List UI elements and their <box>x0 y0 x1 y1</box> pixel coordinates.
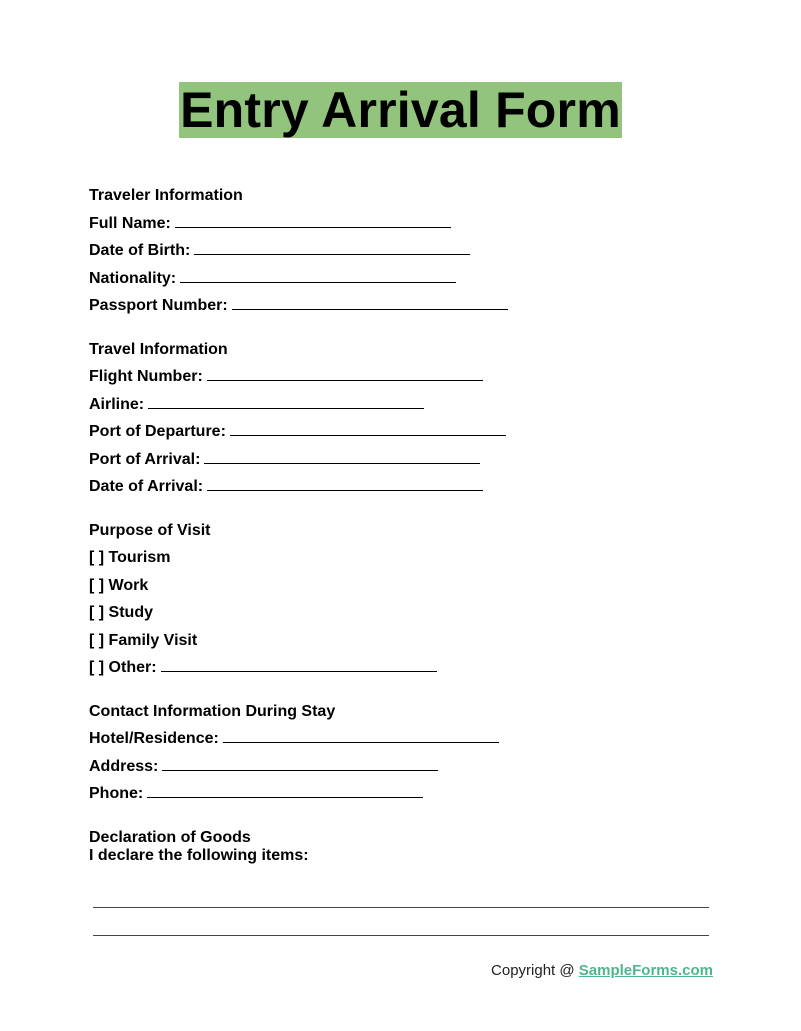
field-label: Hotel/Residence: <box>89 730 219 747</box>
field-nationality <box>89 265 729 293</box>
fill-line[interactable] <box>180 268 456 283</box>
declaration-line[interactable] <box>93 880 709 908</box>
field-label: Passport Number: <box>89 297 228 314</box>
footer-copyright <box>491 962 713 979</box>
fill-line[interactable] <box>162 756 438 771</box>
fill-line[interactable] <box>207 476 483 491</box>
field-flight-number <box>89 363 729 391</box>
section-heading: Contact Information During Stay <box>89 702 336 720</box>
section-heading: Traveler Information <box>89 187 243 204</box>
fill-line[interactable] <box>194 240 470 255</box>
section-heading: Declaration of Goods <box>89 828 251 842</box>
field-label: [ ] Other: <box>89 659 157 676</box>
traveler-section <box>89 182 729 320</box>
field-label: Date of Arrival: <box>89 478 204 495</box>
contact-section <box>89 698 729 808</box>
field-hotel-residence <box>89 725 729 753</box>
field-label: Airline: <box>89 395 145 413</box>
fill-line[interactable] <box>230 421 506 436</box>
checkbox-study[interactable]: [ ] Study <box>89 604 153 621</box>
travel-section <box>89 336 729 501</box>
fill-line[interactable] <box>207 366 483 381</box>
fill-line[interactable] <box>223 728 499 743</box>
checkbox-family-visit[interactable]: [ ] Family Visit <box>89 631 198 649</box>
purpose-section <box>89 517 729 682</box>
declaration-line[interactable] <box>93 908 709 936</box>
field-port-of-departure <box>89 418 729 446</box>
field-label: Address: <box>89 757 159 775</box>
fill-line[interactable] <box>204 449 480 464</box>
form-content <box>89 182 729 885</box>
field-date-of-birth <box>89 237 729 265</box>
checkbox-other[interactable] <box>89 654 729 682</box>
field-label: Port of Departure: <box>89 423 226 440</box>
fill-line[interactable] <box>148 394 424 409</box>
field-full-name <box>89 210 729 238</box>
fill-line[interactable] <box>232 295 508 310</box>
field-label: Date of Birth: <box>89 242 191 259</box>
fill-line[interactable] <box>175 213 451 228</box>
field-label: Flight Number: <box>89 368 203 385</box>
declaration-lines <box>93 880 709 936</box>
brand-link[interactable]: SampleForms.com <box>578 962 713 979</box>
checkbox-tourism[interactable]: [ ] Tourism <box>89 549 171 566</box>
page-title: Entry Arrival Form <box>180 82 621 138</box>
field-airline <box>89 391 729 419</box>
copyright-text: Copyright @ <box>491 962 579 979</box>
goods-statement: I declare the following items: <box>89 846 309 864</box>
field-port-of-arrival <box>89 446 729 474</box>
field-label: Phone: <box>89 785 144 802</box>
section-heading: Purpose of Visit <box>89 521 211 539</box>
field-phone <box>89 780 729 808</box>
checkbox-work[interactable]: [ ] Work <box>89 576 149 594</box>
section-heading: Travel Information <box>89 340 228 358</box>
field-label: Full Name: <box>89 214 171 232</box>
goods-section <box>89 824 729 870</box>
field-label: Port of Arrival: <box>89 450 201 468</box>
fill-line[interactable] <box>147 783 423 798</box>
title-wrap <box>0 82 801 138</box>
fill-line[interactable] <box>161 657 437 672</box>
field-address <box>89 753 729 781</box>
field-label: Nationality: <box>89 269 177 287</box>
field-date-of-arrival <box>89 473 729 501</box>
field-passport-number <box>89 292 729 320</box>
